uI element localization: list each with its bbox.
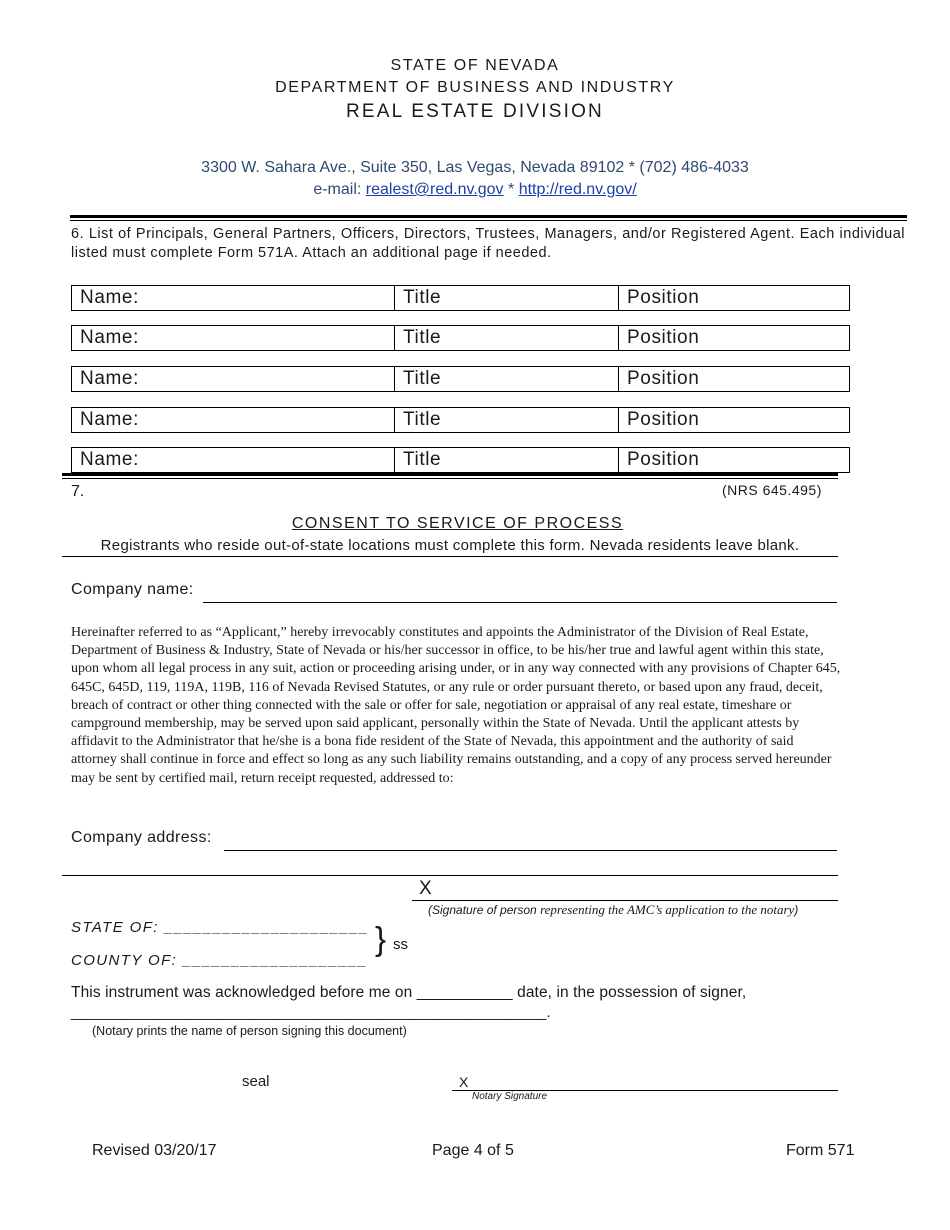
- principal-position-field[interactable]: Position: [627, 409, 700, 430]
- header-contact: [0, 181, 950, 199]
- contact-separator: *: [503, 181, 519, 198]
- principal-position-field[interactable]: Position: [627, 327, 700, 348]
- header-rule-thick: [70, 215, 907, 218]
- principal-name-field[interactable]: Name:: [72, 408, 395, 432]
- nrs-reference: (NRS 645.495): [722, 482, 822, 498]
- signature-caption-b: representing the AMC’s application to the notary: [540, 902, 795, 917]
- principal-title-field[interactable]: Title: [395, 286, 619, 310]
- consent-subtitle: Registrants who reside out-of-state locations must complete this form. Nevada residents leave blank.: [100, 537, 800, 554]
- header-state: STATE OF NEVADA: [390, 57, 560, 74]
- email-label: e-mail:: [313, 181, 366, 198]
- principal-name-field[interactable]: Name:: [72, 367, 395, 391]
- principal-name-field[interactable]: Name:: [72, 326, 395, 350]
- principal-row[interactable]: [71, 285, 850, 311]
- footer-page: Page 4 of 5: [432, 1142, 514, 1159]
- acknowledged-text: This instrument was acknowledged before me on ___________ date, in the possession of signer,: [71, 984, 747, 1001]
- signer-name-line[interactable]: _________________________________________________________.: [71, 1004, 551, 1021]
- consent-title: CONSENT TO SERVICE OF PROCESS: [291, 515, 624, 532]
- notary-prints-caption: (Notary prints the name of person signing this document): [92, 1024, 407, 1038]
- principal-position-field[interactable]: Position: [627, 287, 700, 308]
- principal-title-field[interactable]: Title: [395, 448, 619, 472]
- header-rule-thin: [70, 220, 907, 221]
- signature-line[interactable]: [412, 900, 838, 901]
- seal-label: seal: [242, 1073, 270, 1090]
- footer-form: Form 571: [786, 1142, 855, 1159]
- principal-row[interactable]: [71, 325, 850, 351]
- company-name-label: Company name:: [71, 581, 194, 598]
- ss-brace: }: [375, 920, 387, 957]
- notary-signature-caption: Notary Signature: [472, 1091, 548, 1102]
- website-link[interactable]: http://red.nv.gov/: [518, 181, 637, 198]
- principal-name-field[interactable]: Name:: [72, 286, 395, 310]
- header-division: REAL ESTATE DIVISION: [346, 101, 604, 122]
- notary-x: X: [459, 1074, 469, 1090]
- principal-name-field[interactable]: Name:: [72, 448, 395, 472]
- principal-row[interactable]: [71, 447, 850, 473]
- section6-instructions: 6. List of Principals, General Partners, Officers, Directors, Trustees, Managers, and/or Registered Agent. Each individual listed must complete Form 571A. Attach an additional page if needed.: [71, 226, 905, 261]
- principal-position-field[interactable]: Position: [627, 368, 700, 389]
- principal-title-field[interactable]: Title: [395, 367, 619, 391]
- subtitle-rule: [62, 556, 838, 557]
- signature-x: X: [419, 878, 432, 899]
- consent-body: Hereinafter referred to as “Applicant,” hereby irrevocably constitutes and appoints the Administrator of the Division of Real Estate, Department of Business & Industry, State of Nevada or his/her successor in office, to be his/her true and lawful agent within this state, upon whom all legal process in any suit, action or proceeding arising under, or in any way connected with any provisions of Chapter 645, 645C, 645D, 119, 119A, 119B, 116 of Nevada Revised Statutes, or any rule or order pursuant thereto, or based upon any fraud, deceit, breach of contract or other thing connected with the sale or offer for sale, negotiation or appraisal of any real estate, timeshare or campground membership, may be served upon said applicant, personally within the State of Nevada. Until the applicant attests by affidavit to the Administrator that he/she is a bona fide resident of the State of Nevada, this appointment and the authority of said attorney shall continue in force and effect so long as any such liability remains outstanding, and a copy of any process served hereunder may be sent by certified mail, return receipt requested, addressed to:: [71, 625, 841, 786]
- ss-label: ss: [393, 936, 408, 953]
- principal-title-field[interactable]: Title: [395, 326, 619, 350]
- principal-row[interactable]: [71, 366, 850, 392]
- header-address: 3300 W. Sahara Ave., Suite 350, Las Vegas, Nevada 89102 * (702) 486-4033: [201, 159, 749, 176]
- principal-row[interactable]: [71, 407, 850, 433]
- company-name-input[interactable]: [203, 602, 837, 603]
- footer-revised: Revised 03/20/17: [92, 1142, 217, 1159]
- signature-caption-a: (Signature of person: [428, 903, 541, 917]
- state-of-field[interactable]: STATE OF: _____________________: [71, 919, 370, 936]
- email-link[interactable]: realest@red.nv.gov: [365, 181, 504, 198]
- principal-position-field[interactable]: Position: [627, 449, 700, 470]
- header-department: DEPARTMENT OF BUSINESS AND INDUSTRY: [275, 79, 675, 96]
- signature-caption-c: ): [794, 903, 799, 917]
- section-divider-thick: [62, 473, 838, 476]
- section-divider-thin: [62, 478, 838, 479]
- signature-caption: [428, 902, 798, 918]
- county-of-field[interactable]: COUNTY OF: ___________________: [71, 952, 368, 969]
- company-address-input[interactable]: [224, 850, 837, 851]
- signature-section-rule: [62, 875, 838, 876]
- principal-title-field[interactable]: Title: [395, 408, 619, 432]
- section7-number: 7.: [71, 483, 85, 500]
- company-address-label: Company address:: [71, 829, 212, 846]
